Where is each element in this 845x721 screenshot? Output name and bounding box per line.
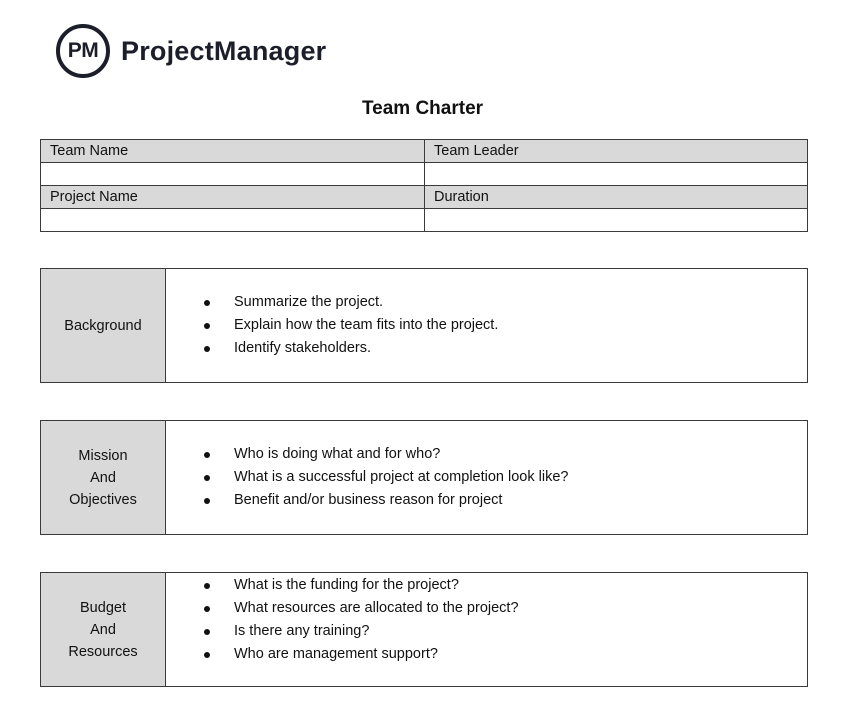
team-leader-label: Team Leader	[425, 140, 808, 163]
projectmanager-logo	[56, 22, 326, 80]
section-label-line: Mission	[78, 447, 128, 464]
background-label	[41, 269, 166, 382]
project-name-label: Project Name	[41, 186, 425, 209]
duration-field[interactable]	[425, 209, 808, 232]
bullet-list	[166, 443, 568, 512]
background-section	[40, 268, 808, 383]
team-info-table	[40, 139, 808, 232]
duration-label: Duration	[425, 186, 808, 209]
team-name-field[interactable]	[41, 163, 425, 186]
info-header-row	[41, 140, 808, 163]
logo-wordmark: ProjectManager	[121, 35, 327, 66]
budget-resources-section	[40, 572, 808, 687]
bullet-list	[166, 291, 498, 360]
mission-objectives-section	[40, 420, 808, 535]
bullet-item: Benefit and/or business reason for project	[166, 489, 568, 512]
info-value-row	[41, 209, 808, 232]
budget-resources-content	[166, 573, 807, 686]
bullet-item: What is a successful project at completion look like?	[166, 466, 568, 489]
section-label-line: Background	[64, 317, 142, 334]
bullet-item: Who is doing what and for who?	[166, 443, 568, 466]
section-label-line: Budget	[80, 599, 126, 616]
bullet-item: Summarize the project.	[166, 291, 498, 314]
team-name-label: Team Name	[41, 140, 425, 163]
project-name-field[interactable]	[41, 209, 425, 232]
bullet-item: Explain how the team fits into the project.	[166, 314, 498, 337]
bullet-item: What resources are allocated to the project?	[166, 597, 519, 620]
bullet-item: Identify stakeholders.	[166, 337, 498, 360]
bullet-item: Who are management support?	[166, 643, 519, 666]
background-content	[166, 269, 807, 382]
bullet-item: Is there any training?	[166, 620, 519, 643]
section-label-line: And	[90, 621, 116, 638]
section-label-line: Objectives	[69, 491, 137, 508]
document-title: Team Charter	[361, 98, 484, 119]
mission-objectives-content	[166, 421, 807, 534]
mission-objectives-label	[41, 421, 166, 534]
bullet-item: What is the funding for the project?	[166, 574, 519, 597]
pm-logo-icon: PM	[56, 24, 110, 78]
team-leader-field[interactable]	[425, 163, 808, 186]
section-label-line: Resources	[68, 643, 138, 660]
info-header-row	[41, 186, 808, 209]
info-value-row	[41, 163, 808, 186]
section-label-line: And	[90, 469, 116, 486]
bullet-list	[166, 574, 519, 666]
budget-resources-label	[41, 573, 166, 686]
